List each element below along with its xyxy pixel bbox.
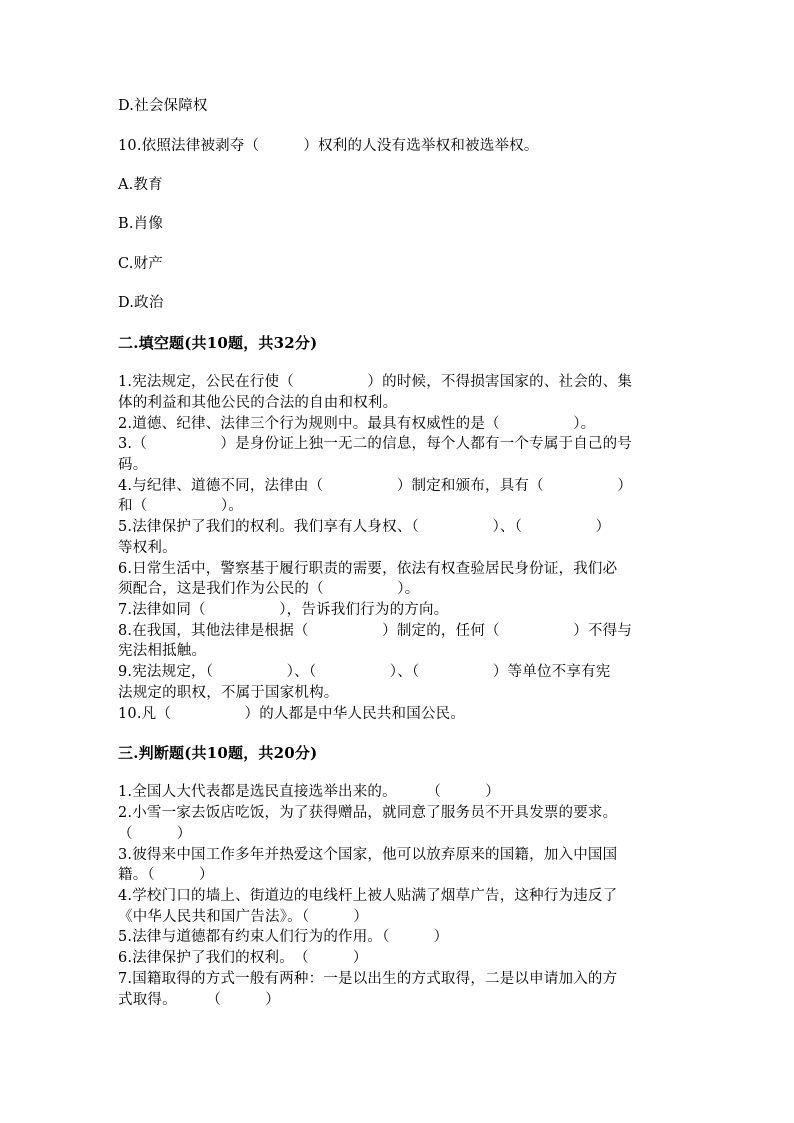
true-false-line: 2.小雪一家去饭店吃饭，为了获得赠品，就同意了服务员不开具发票的要求。 [118, 805, 618, 821]
fill-blank-line: 1.宪法规定，公民在行使（ ）的时候，不得损害国家的、社会的、集 [118, 374, 633, 390]
question-10-option-c: C.财产 [118, 256, 163, 272]
fill-blank-line: 和（ ）。 [118, 498, 244, 514]
true-false-line: 式取得。 （ ） [118, 992, 280, 1008]
section-heading-fill-blank: 二.填空题(共10题，共32分) [118, 334, 318, 352]
true-false-line: 3.彼得来中国工作多年并热爱这个国家，他可以放弃原来的国籍，加入中国国 [118, 847, 618, 863]
section-heading-true-false: 三.判断题(共10题，共20分) [118, 744, 318, 762]
fill-blank-line: 宪法相抵触。 [118, 643, 207, 659]
fill-blank-line: 码。 [118, 457, 148, 473]
true-false-line: 5.法律与道德都有约束人们行为的作用。（ ） [118, 929, 449, 945]
true-false-line: 籍。（ ） [118, 867, 214, 883]
question-10-option-a: A.教育 [118, 177, 163, 193]
true-false-line: 7.国籍取得的方式一般有两种：一是以出生的方式取得，二是以申请加入的方 [118, 971, 618, 987]
question-9-option-d: D.社会保障权 [118, 98, 208, 114]
fill-blank-line: 4.与纪律、道德不同，法律由（ ）制定和颁布，具有（ ） [118, 478, 633, 494]
fill-blank-line: 7.法律如同（ ），告诉我们行为的方向。 [118, 602, 449, 618]
fill-blank-line: 法规定的职权，不属于国家机构。 [118, 685, 339, 701]
question-10-stem: 10.依照法律被剥夺（ ）权利的人没有选举权和被选举权。 [118, 138, 539, 154]
fill-blank-line: 2.道德、纪律、法律三个行为规则中。最具有权威性的是（ ）。 [118, 416, 596, 432]
fill-blank-line: 须配合，这是我们作为公民的（ ）。 [118, 581, 420, 597]
fill-blank-line: 8.在我国，其他法律是根据（ ）制定的，任何（ ）不得与 [118, 623, 633, 639]
true-false-line: 6.法律保护了我们的权利。 （ ） [118, 950, 368, 966]
fill-blank-line: 5.法律保护了我们的权利。我们享有人身权、（ ）、（ ） [118, 519, 611, 535]
true-false-line: 1.全国人大代表都是选民直接选举出来的。 （ ） [118, 784, 500, 800]
fill-blank-line: 9.宪法规定，（ ）、（ ）、（ ）等单位不享有宪 [118, 664, 611, 680]
true-false-line: （ ） [118, 826, 192, 842]
question-10-option-d: D.政治 [118, 295, 164, 311]
question-10-option-b: B.肖像 [118, 216, 164, 232]
fill-blank-line: 3.（ ）是身份证上独一无二的信息，每个人都有一个专属于自己的号 [118, 436, 633, 452]
true-false-line: 4.学校门口的墙上、街道边的电线杆上被人贴满了烟草广告，这种行为违反了 [118, 888, 618, 904]
fill-blank-line: 等权利。 [118, 540, 177, 556]
fill-blank-line: 6.日常生活中，警察基于履行职责的需要，依法有权查验居民身份证，我们必 [118, 561, 618, 577]
fill-blank-line: 体的利益和其他公民的合法的自由和权利。 [118, 395, 398, 411]
true-false-line: 《中华人民共和国广告法》。（ ） [118, 909, 369, 925]
fill-blank-line: 10.凡（ ）的人都是中华人民共和国公民。 [118, 706, 466, 722]
